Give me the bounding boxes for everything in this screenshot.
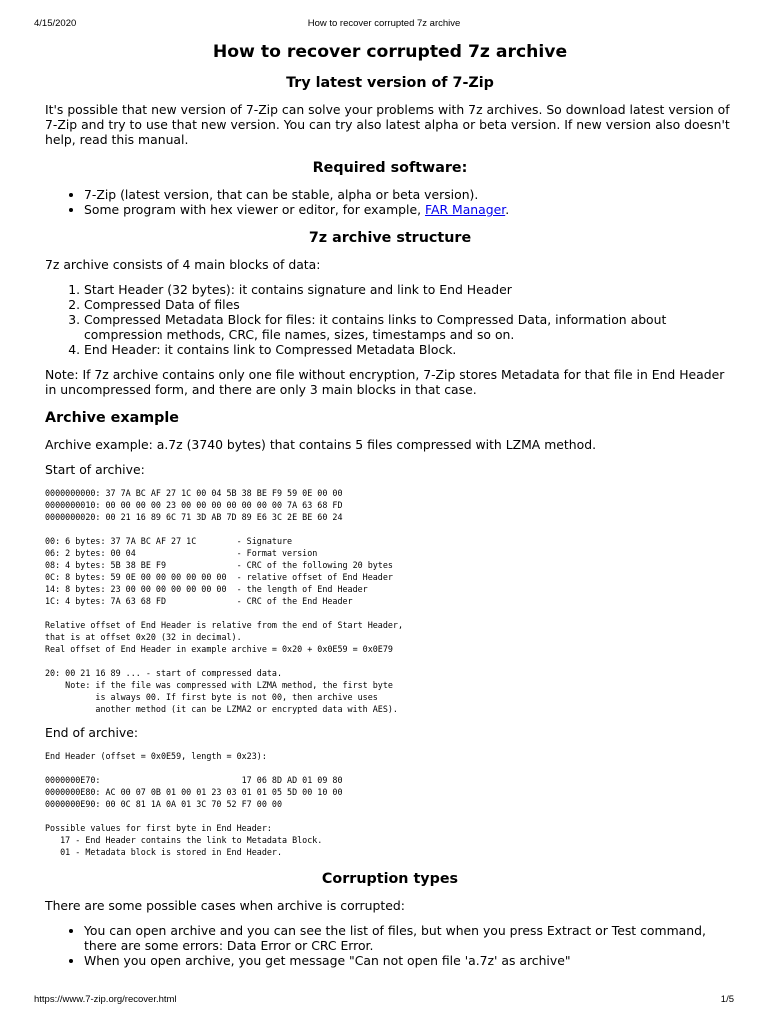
corruption-list — [45, 923, 735, 968]
paragraph-example-intro: Archive example: a.7z (3740 bytes) that contains 5 files compressed with LZMA method. — [45, 437, 597, 452]
list-item: 4. End Header: it contains link to Compressed Metadata Block. — [84, 342, 735, 357]
print-date: 4/15/2020 — [34, 18, 77, 29]
print-page-title: How to recover corrupted 7z archive — [307, 18, 461, 29]
far-manager-link[interactable]: FAR Manager — [425, 202, 506, 217]
list-item: 1. Start Header (32 bytes): it contains signature and link to End Header — [84, 282, 735, 297]
list-item: 2. Compressed Data of files — [84, 297, 735, 312]
paragraph-try-latest: It's possible that new version of 7-Zip can solve your problems with 7z archives. So download latest version of 7-Zip and try to use that new version. You can try also latest alpha or beta version. If new version also doesn't help, read this manual. — [45, 102, 730, 147]
heading-try-latest: Try latest version of 7-Zip — [286, 75, 494, 91]
code-end-of-archive: End Header (offset = 0x0E59, length = 0x23): 0000000E70: 17 06 8D AD 01 09 80 0000000E80: AC 00 07 0B 01 00 01 23 03 01 01 05 5D 00 10 00 0000000E90: 00 0C 81 1A 0A 01 3C 70 52 F7 00 00 Possible values for first byte in End Header: 17 - End Header contains the link to Metadata Block. 01 - Metadata block is stored in End Header. — [45, 751, 343, 857]
print-page-number: 1/5 — [720, 994, 734, 1005]
list-item: • When you open archive, you get message "Can not open file 'a.7z' as archive" — [84, 953, 735, 968]
paragraph-corruption-intro: There are some possible cases when archive is corrupted: — [45, 898, 405, 913]
document-body — [45, 38, 735, 968]
list-item-text: Some program with hex viewer or editor, for example, — [84, 202, 425, 217]
print-header — [0, 18, 768, 32]
list-item: 3. Compressed Metadata Block for files: it contains links to Compressed Data, information about compression methods, CRC, file names, sizes, timestamps and so on. — [84, 312, 735, 342]
blocks-list — [45, 282, 735, 357]
print-url: https://www.7-zip.org/recover.html — [34, 994, 177, 1005]
paragraph-structure-note: Note: If 7z archive contains only one file without encryption, 7-Zip stores Metadata for that file in End Header in uncompressed form, and there are only 3 main blocks in that case. — [45, 367, 725, 397]
label-start-of-archive: Start of archive: — [45, 462, 145, 477]
list-item — [84, 202, 735, 217]
list-item: • 7-Zip (latest version, that can be stable, alpha or beta version). — [84, 187, 735, 202]
label-end-of-archive: End of archive: — [45, 725, 139, 740]
heading-corruption-types: Corruption types — [321, 871, 459, 887]
print-footer — [0, 994, 768, 1008]
heading-required-software: Required software: — [312, 160, 468, 176]
list-item: • You can open archive and you can see the list of files, but when you press Extract or Test command, there are some errors: Data Error or CRC Error. — [84, 923, 735, 953]
list-item-suffix: . — [505, 202, 510, 217]
heading-archive-example: Archive example — [45, 410, 179, 426]
page-title: How to recover corrupted 7z archive — [212, 42, 568, 62]
code-start-of-archive: 0000000000: 37 7A BC AF 27 1C 00 04 5B 38 BE F9 59 0E 00 00 0000000010: 00 00 00 00 23 00 00 00 00 00 00 00 7A 63 68 FD 0000000020: 00 21 16 89 6C 71 3D AB 7D 89 E6 3C 2E BE 60 24 00: 6 bytes: 37 7A BC AF 27 1C - Signature 06: 2 bytes: 00 04 - Format version 08: 4 bytes: 5B 38 BE F9 - CRC of the following 20 bytes 0C: 8 bytes: 59 0E 00 00 00 00 00 00 - relative offset of End Header 14: 8 bytes: 23 00 00 00 00 00 00 00 - the length of End Header 1C: 4 bytes: 7A 63 68 FD - CRC of the End Header Relative offset of End Header is relative from the end of Start Header, that is at offset 0x20 (32 in decimal). Real offset of End Header in example archive = 0x20 + 0x0E59 = 0x0E79 20: 00 21 16 89 ... - start of compressed data. Note: if the file was compressed with LZMA method, the first byte is always 00. If first byte is not 00, then archive uses another method (it can be LZMA2 or encrypted data with AES). — [45, 488, 403, 714]
paragraph-structure-intro: 7z archive consists of 4 main blocks of data: — [45, 257, 321, 272]
heading-archive-structure: 7z archive structure — [308, 230, 472, 246]
software-list — [45, 187, 735, 217]
